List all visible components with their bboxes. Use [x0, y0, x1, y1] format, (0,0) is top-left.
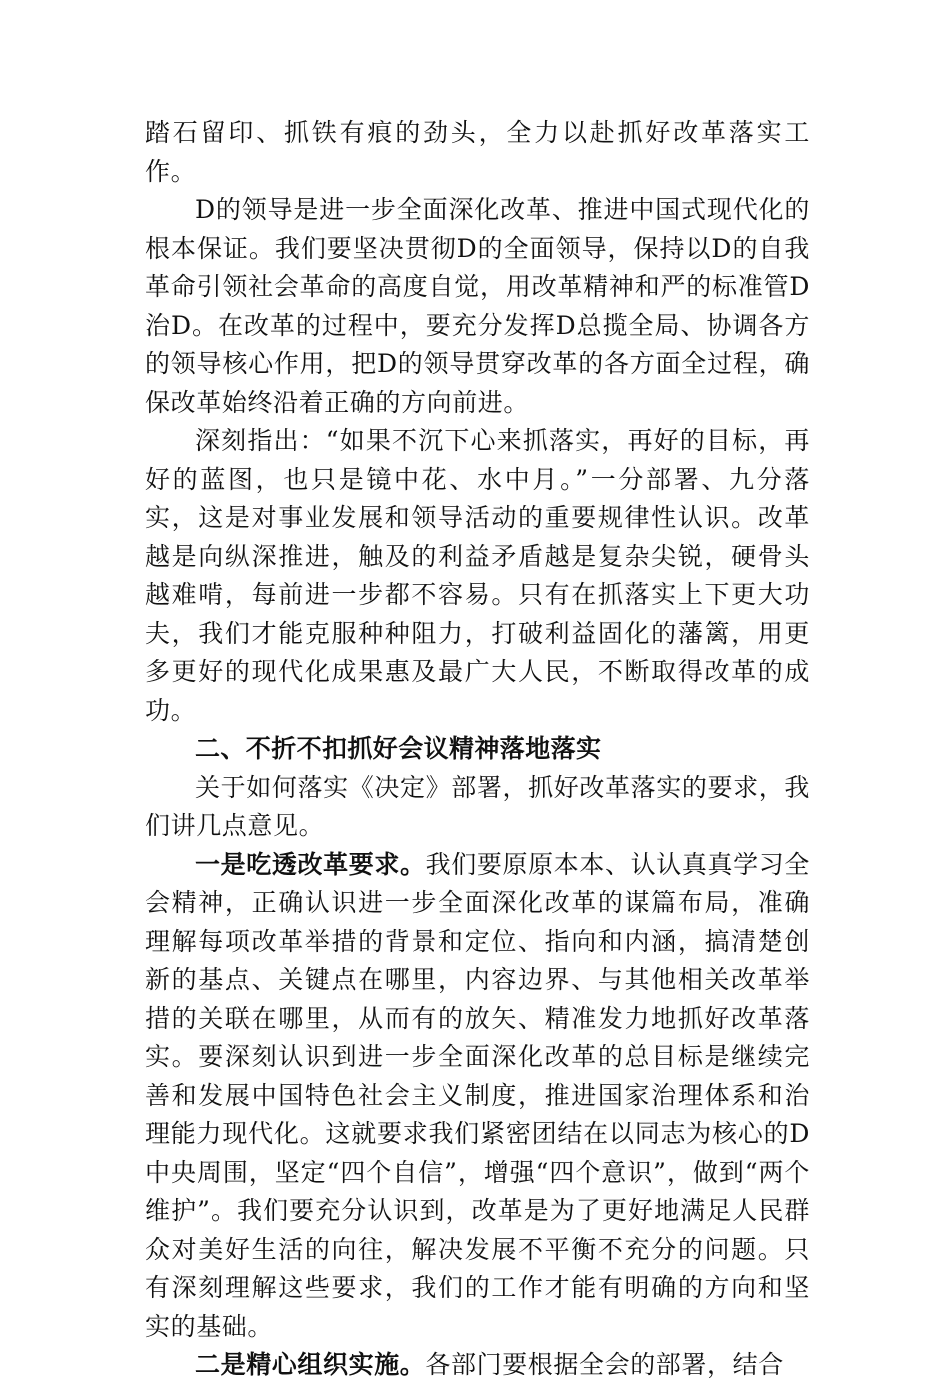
section-heading: 二、不折不扣抓好会议精神落地落实	[195, 734, 602, 763]
paragraph-implementation-quote: 深刻指出：“如果不沉下心来抓落实，再好的目标，再好的蓝图，也只是镜中花、水中月。”一分部署、九分落实，这是对事业发展和领导活动的重要规律性认识。改革越是向纵深推进，触及的利益矛盾越是复杂尖锐，硬骨头越难啃，每前进一步都不容易。只有在抓落实上下更大功夫，我们才能克服种种阻力，打破利益固化的藩篱，用更多更好的现代化成果惠及最广大人民，不断取得改革的成功。	[145, 426, 810, 725]
paragraph-point-one	[145, 846, 810, 1347]
paragraph-intro-opinions: 关于如何落实《决定》部署，抓好改革落实的要求，我们讲几点意见。	[145, 772, 810, 840]
paragraph-point-two	[145, 1346, 810, 1385]
document-page	[145, 114, 810, 1385]
paragraph-continuation: 踏石留印、抓铁有痕的劲头，全力以赴抓好改革落实工作。	[145, 118, 810, 186]
point-two-body: 各部门要根据全会的部署，结合	[425, 1350, 784, 1379]
point-one-body: 我们要原原本本、认认真真学习全会精神，正确认识进一步全面深化改革的谋篇布局，准确理解每项改革举措的背景和定位、指向和内涵，搞清楚创新的基点、关键点在哪里，内容边界、与其他相关改革举措的关联在哪里，从而有的放矢、精准发力地抓好改革落实。要深刻认识到进一步全面深化改革的总目标是继续完善和发展中国特色社会主义制度，推进国家治理体系和治理能力现代化。这就要求我们紧密团结在以同志为核心的D中央周围，坚定“四个自信”，增强“四个意识”，做到“两个维护”。我们要充分认识到，改革是为了更好地满足人民群众对美好生活的向往，解决发展不平衡不充分的问题。只有深刻理解这些要求，我们的工作才能有明确的方向和坚实的基础。	[145, 849, 810, 1341]
point-one-lead: 一是吃透改革要求。	[195, 849, 426, 879]
point-two-lead: 二是精心组织实施。	[195, 1350, 426, 1379]
paragraph-party-leadership: D的领导是进一步全面深化改革、推进中国式现代化的根本保证。我们要坚决贯彻D的全面领导，保持以D的自我革命引领社会革命的高度自觉，用改革精神和严的标准管D治D。在改革的过程中，要充分发挥D总揽全局、协调各方的领导核心作用，把D的领导贯穿改革的各方面全过程，确保改革始终沿着正确的方向前进。	[145, 195, 810, 417]
